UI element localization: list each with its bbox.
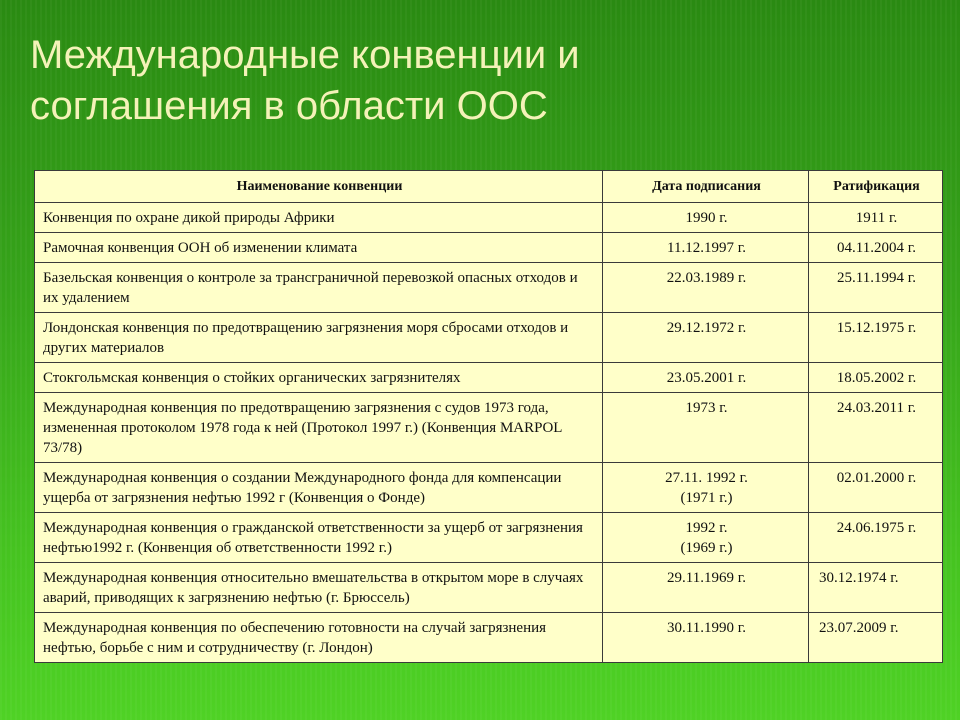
column-header-ratification: Ратификация [809, 171, 943, 203]
column-header-signed-date: Дата подписания [603, 171, 809, 203]
convention-name-cell: Международная конвенция о гражданской ответственности за ущерб от загрязнения нефтью1992 г. (Конвенция об ответственности 1992 г.) [35, 513, 603, 563]
signed-date-cell: 29.11.1969 г. [603, 563, 809, 613]
slide-title-line-2: соглашения в области ООС [30, 84, 548, 128]
conventions-table [34, 170, 943, 663]
table-row [35, 563, 943, 613]
convention-name-cell: Международная конвенция по обеспечению готовности на случай загрязнения нефтью, борьбе с ним и сотрудничеству (г. Лондон) [35, 613, 603, 663]
convention-name-cell: Лондонская конвенция по предотвращению загрязнения моря сбросами отходов и других материалов [35, 313, 603, 363]
signed-date-cell: 1990 г. [603, 203, 809, 233]
table-row [35, 233, 943, 263]
ratification-date-cell: 24.03.2011 г. [809, 393, 943, 463]
signed-date-cell: 30.11.1990 г. [603, 613, 809, 663]
convention-name-cell: Международная конвенция по предотвращению загрязнения с судов 1973 года, измененная протоколом 1978 года к ней (Протокол 1997 г.) (Конвенция MARPOL 73/78) [35, 393, 603, 463]
table-row [35, 513, 943, 563]
ratification-date-cell: 23.07.2009 г. [809, 613, 943, 663]
convention-name-cell: Рамочная конвенция ООН об изменении климата [35, 233, 603, 263]
table-row [35, 613, 943, 663]
table-row [35, 463, 943, 513]
signed-date-cell: 11.12.1997 г. [603, 233, 809, 263]
signed-date-cell: 23.05.2001 г. [603, 363, 809, 393]
column-header-name: Наименование конвенции [35, 171, 603, 203]
signed-date-cell: 22.03.1989 г. [603, 263, 809, 313]
ratification-date-cell: 25.11.1994 г. [809, 263, 943, 313]
convention-name-cell: Базельская конвенция о контроле за трансграничной перевозкой опасных отходов и их удалением [35, 263, 603, 313]
conventions-table-container [34, 170, 942, 663]
ratification-date-cell: 24.06.1975 г. [809, 513, 943, 563]
table-row [35, 263, 943, 313]
slide-title-line-1: Международные конвенции и [30, 33, 580, 77]
table-row [35, 313, 943, 363]
signed-date-cell: 29.12.1972 г. [603, 313, 809, 363]
ratification-date-cell: 02.01.2000 г. [809, 463, 943, 513]
ratification-date-cell: 15.12.1975 г. [809, 313, 943, 363]
table-row [35, 203, 943, 233]
signed-date-cell: 1973 г. [603, 393, 809, 463]
convention-name-cell: Международная конвенция о создании Международного фонда для компенсации ущерба от загрязнения нефтью 1992 г (Конвенция о Фонде) [35, 463, 603, 513]
signed-date-cell: 1992 г. (1969 г.) [603, 513, 809, 563]
ratification-date-cell: 18.05.2002 г. [809, 363, 943, 393]
table-row [35, 363, 943, 393]
convention-name-cell: Конвенция по охране дикой природы Африки [35, 203, 603, 233]
convention-name-cell: Стокгольмская конвенция о стойких органических загрязнителях [35, 363, 603, 393]
ratification-date-cell: 1911 г. [809, 203, 943, 233]
signed-date-cell: 27.11. 1992 г. (1971 г.) [603, 463, 809, 513]
table-row [35, 393, 943, 463]
ratification-date-cell: 30.12.1974 г. [809, 563, 943, 613]
table-header-row [35, 171, 943, 203]
ratification-date-cell: 04.11.2004 г. [809, 233, 943, 263]
convention-name-cell: Международная конвенция относительно вмешательства в открытом море в случаях аварий, приводящих к загрязнению нефтью (г. Брюссель) [35, 563, 603, 613]
slide-title [30, 30, 930, 132]
